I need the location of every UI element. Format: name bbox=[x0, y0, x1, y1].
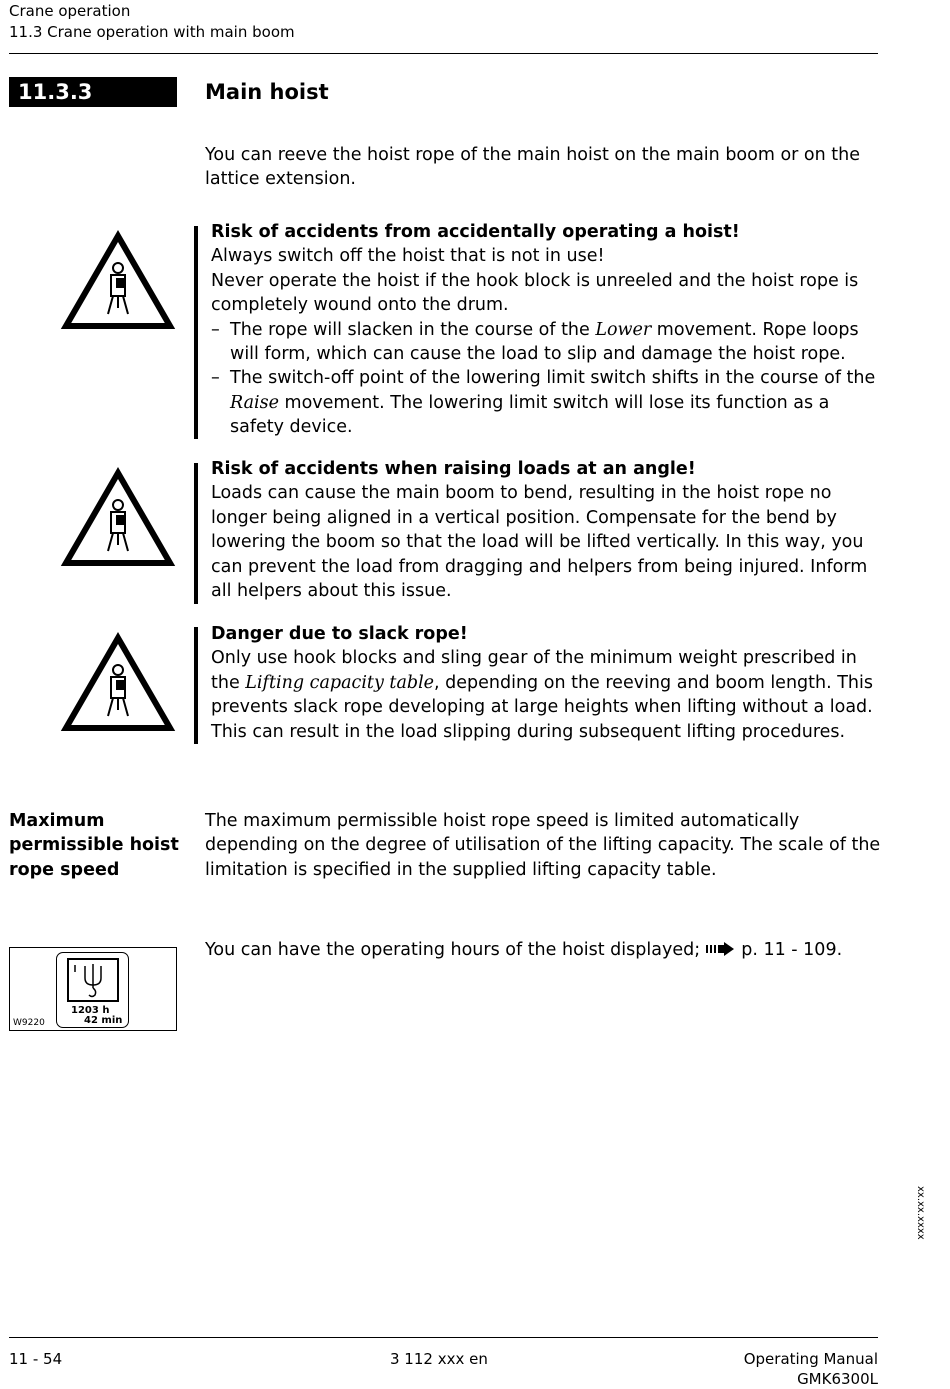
hours-paragraph: You can have the operating hours of the hoist displayed; p. 11 - 109. bbox=[205, 940, 843, 960]
warning-triangle-icon bbox=[60, 230, 176, 332]
warning-block bbox=[211, 220, 879, 440]
warning-line: Never operate the hoist if the hook block is unreeled and the hoist rope is completely wound onto the drum. bbox=[211, 270, 859, 316]
hours-display-figure bbox=[9, 947, 177, 1031]
footer-manual-title: Operating Manual GMK6300L bbox=[743, 1350, 878, 1388]
header-chapter: Crane operation bbox=[9, 2, 131, 20]
warning-bar bbox=[194, 627, 198, 744]
display-minutes: 42 min bbox=[84, 1015, 123, 1026]
warning-text: Only use hook blocks and sling gear of the minimum weight prescribed in the Lifting capacity table, depending on the reeving and boom length. This prevents slack rope developing at large heights when lifting without a load. This can result in the load slipping during subsequent lifting procedures. bbox=[211, 648, 873, 742]
warning-bullet: – The switch-off point of the lowering limit switch shifts in the course of the Raise movement. The lowering limit switch will lose its function as a safety device. bbox=[211, 366, 879, 439]
warning-triangle-icon bbox=[60, 632, 176, 734]
edge-code: xx.xx.xxxx bbox=[915, 1186, 926, 1240]
warning-block bbox=[211, 622, 879, 744]
section-title: Main hoist bbox=[205, 80, 329, 104]
warning-bar bbox=[194, 226, 198, 439]
page-reference[interactable]: p. 11 - 109. bbox=[741, 940, 843, 960]
warning-line: Always switch off the hoist that is not in use! bbox=[211, 246, 605, 267]
warning-bar bbox=[194, 463, 198, 604]
hoist-hook-icon bbox=[67, 958, 119, 1002]
warning-title: Risk of accidents when raising loads at an angle! bbox=[211, 459, 696, 479]
display-hours: 1203 h bbox=[71, 1005, 110, 1016]
warning-triangle-icon bbox=[60, 467, 176, 569]
footer-rule bbox=[9, 1337, 878, 1338]
footer-doc-number: 3 112 xxx en bbox=[390, 1350, 488, 1368]
intro-paragraph: You can reeve the hoist rope of the main hoist on the main boom or on the lattice extension. bbox=[205, 145, 861, 190]
warning-title: Risk of accidents from accidentally operating a hoist! bbox=[211, 222, 740, 242]
section-number: 11.3.3 bbox=[9, 77, 177, 107]
side-heading: Maximum permissible hoist rope speed bbox=[9, 811, 179, 880]
figure-code: W9220 bbox=[13, 1018, 45, 1028]
warning-title: Danger due to slack rope! bbox=[211, 624, 468, 644]
warning-text: Loads can cause the main boom to bend, resulting in the hoist rope no longer being aligned in a vertical position. Compensate for the bend by lowering the boom so that the load will be lifted vertically. In this way, you can prevent the load from dragging and helpers from being injured. Inform all helpers about this issue. bbox=[211, 483, 868, 602]
warning-bullet: – The rope will slacken in the course of the Lower movement. Rope loops will form, which can cause the load to slip and damage the hoist rope. bbox=[211, 318, 879, 367]
footer-page-number: 11 - 54 bbox=[9, 1350, 63, 1368]
display-panel bbox=[56, 952, 129, 1028]
arrow-reference-icon bbox=[706, 942, 736, 956]
warning-bullets bbox=[211, 318, 879, 440]
header-section: 11.3 Crane operation with main boom bbox=[9, 23, 295, 41]
header-rule bbox=[9, 53, 878, 54]
warning-block bbox=[211, 457, 879, 603]
speed-paragraph: The maximum permissible hoist rope speed is limited automatically depending on the degree of utilisation of the lifting capacity. The scale of the limitation is specified in the supplied lifting capacity table. bbox=[205, 811, 881, 880]
